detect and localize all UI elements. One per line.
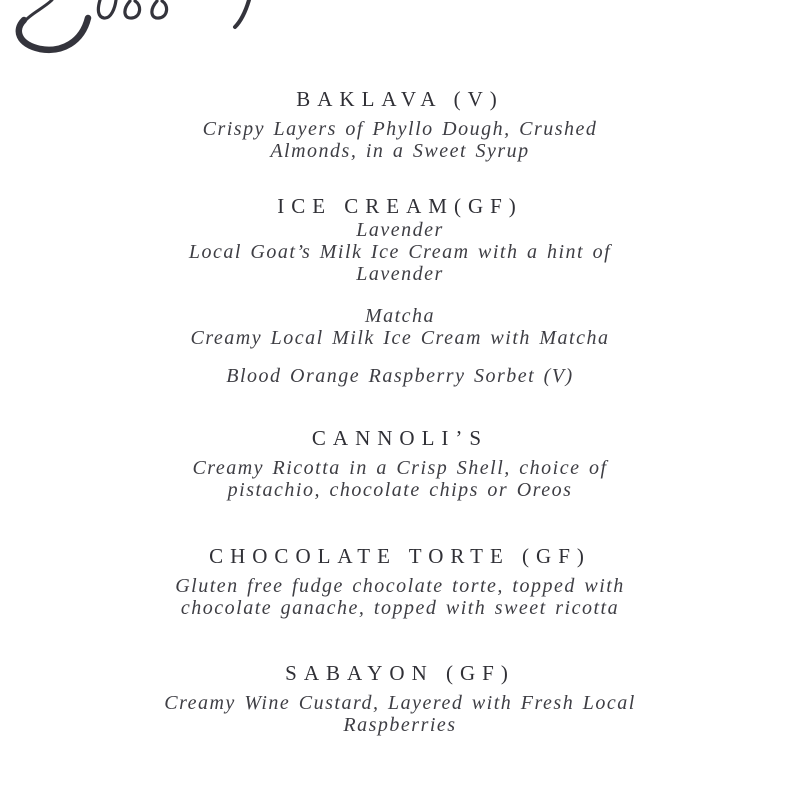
script-title-dessert-art [10,0,430,54]
script-stroke-d-bowl [19,18,88,50]
menu-item-matcha [0,305,800,349]
section-heading-cannolis: CANNOLI’S [311,426,489,450]
item-name-lavender: Lavender [356,219,444,241]
description-line: Blood Orange Raspberry Sorbet (V) [226,365,574,387]
menu-section-baklava [0,86,800,162]
description-line: Almonds, in a Sweet Syrup [270,140,530,162]
section-description [0,118,800,162]
section-heading-sabayon: SABAYON (GF) [285,661,515,685]
section-description [0,692,800,736]
section-description [0,457,800,501]
description-line: pistachio, chocolate chips or Oreos [227,479,573,501]
script-stroke-s-loop-1 [125,1,140,18]
description-line: Creamy Wine Custard, Layered with Fresh Local [164,692,636,714]
description-line: Raspberries [343,714,457,736]
description-line: Crispy Layers of Phyllo Dough, Crushed [202,118,598,140]
script-stroke-t-stem [235,0,249,27]
menu-item-sorbet [0,365,800,387]
script-stroke-s-loop-2 [152,1,167,18]
section-heading-ice-cream: ICE CREAM(GF) [277,194,523,218]
menu-section-sabayon [0,660,800,736]
menu-section-cannolis [0,425,800,501]
section-heading-baklava: BAKLAVA (V) [296,87,504,111]
description-line: Creamy Local Milk Ice Cream with Matcha [190,327,610,349]
description-line: Lavender [356,263,444,285]
description-line: Local Goat’s Milk Ice Cream with a hint of [188,241,612,263]
script-stroke-d-diagonal [24,0,52,22]
menu-section-ice-cream [0,193,800,387]
section-description [0,575,800,619]
section-heading-chocolate-torte: CHOCOLATE TORTE (GF) [209,544,591,568]
item-name-matcha: Matcha [364,305,436,327]
description-line: Creamy Ricotta in a Crisp Shell, choice of [192,457,608,479]
description-line: Gluten free fudge chocolate torte, topped with [175,575,625,597]
menu-section-chocolate-torte [0,543,800,619]
menu-item-lavender [0,219,800,285]
description-line: chocolate ganache, topped with sweet ricotta [180,597,620,619]
script-stroke-e-dip [98,0,116,18]
